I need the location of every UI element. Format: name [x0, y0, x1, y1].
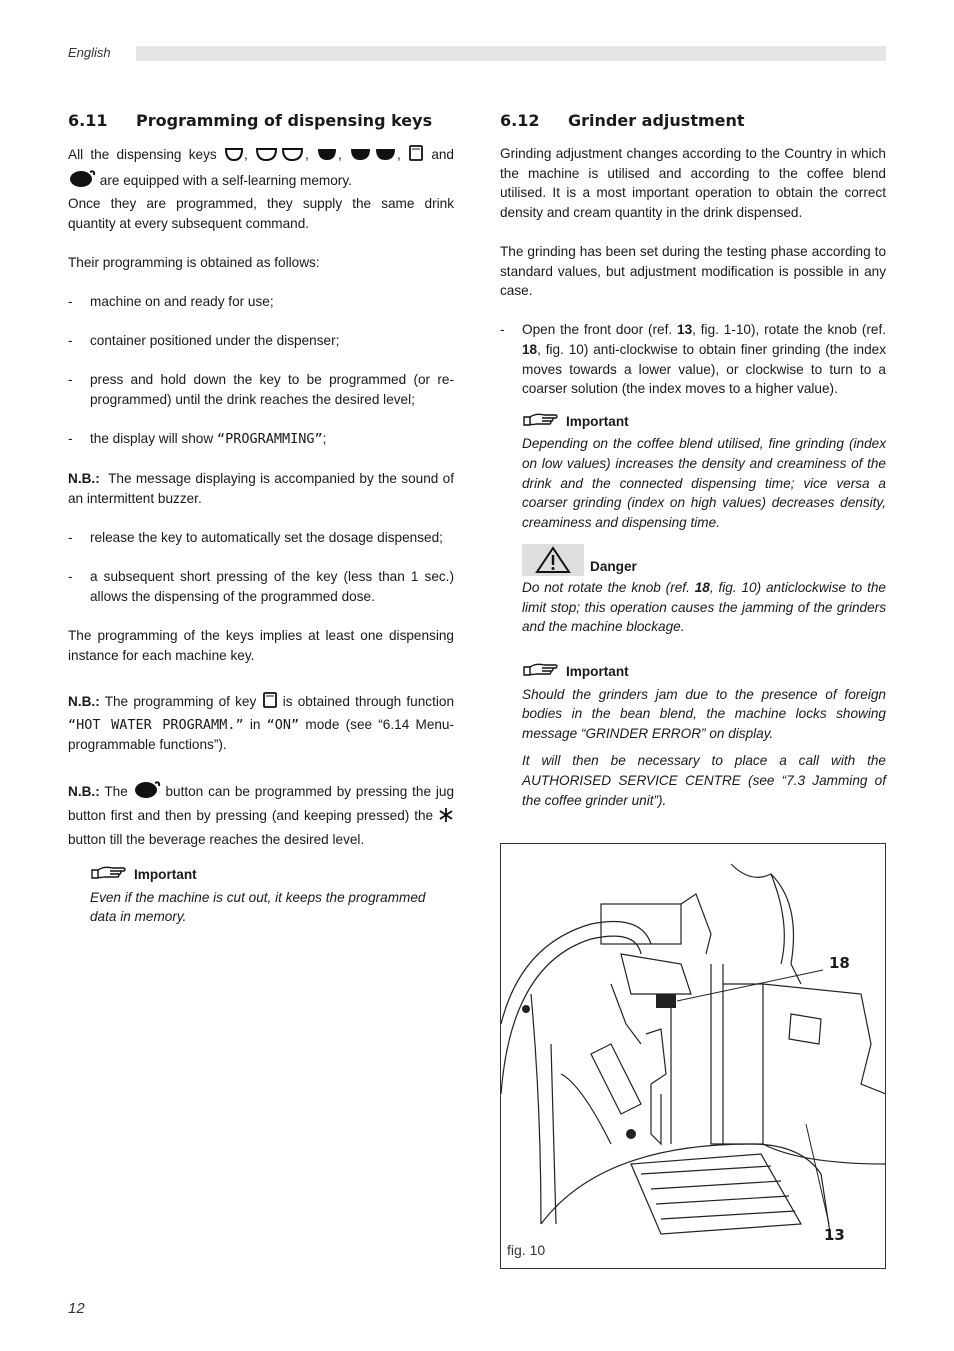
list-item — [68, 331, 454, 351]
important-note — [90, 864, 454, 927]
list-item — [68, 567, 454, 606]
intro-text-a: All the dispensing keys — [68, 147, 217, 162]
list-dash: - — [68, 333, 73, 349]
nb-note-jug — [68, 779, 454, 850]
callout-18: 18 — [829, 954, 850, 972]
single-cup-icon — [224, 146, 244, 168]
important-text: Even if the machine is cut out, it keeps the programmed data in memory. — [90, 889, 426, 925]
section-title: Programming of dispensing keys — [136, 111, 433, 130]
ref-number: 18 — [694, 580, 710, 596]
hot-water-icon — [408, 144, 424, 168]
mode-code: “ON” — [266, 716, 300, 733]
header-bar — [136, 46, 886, 61]
important-text: Should the grinders jam due to the presence of foreign bodies in the bean blend, the machine locks showing message “GRINDER ERROR” on display. — [522, 686, 886, 741]
nb-note-hot-water — [68, 691, 454, 755]
jug-icon — [68, 168, 96, 194]
header-language: English — [68, 45, 111, 60]
ref-number: 18 — [522, 341, 538, 357]
jug-icon — [133, 779, 161, 805]
nb-text: button can be programmed by pressing the jug button first and then by pressing (and keeping pressed) the — [68, 784, 455, 824]
danger-text — [522, 578, 886, 637]
pointing-hand-icon — [90, 864, 128, 886]
list-dash: - — [68, 569, 73, 585]
keys-implies: The programming of the keys implies at least one dispensing instance for each machine key. — [68, 628, 454, 663]
pointing-hand-icon — [522, 661, 560, 683]
section-6-11 — [68, 110, 454, 927]
comma: , — [397, 147, 401, 162]
important-text: It will then be necessary to place a call with the AUTHORISED SERVICE CENTRE (see “7.3 Jamming of the coffee grinder unit”). — [522, 753, 886, 808]
list-item — [68, 292, 454, 312]
list-item-text: press and hold down the key to be programmed (or re-programmed) until the drink reaches the desired level; — [90, 372, 454, 407]
list-item-text: , fig. 10) anti-clockwise to obtain finer grinding (the index moves towards a lower value), or clockwise to turn to a coarser solution (the index moves to a higher value). — [522, 341, 886, 397]
paragraph: Grinding adjustment changes according to the Country in which the machine is utilised and according to the coffee blend utilised. It is a most important operation to obtain the correct density and cream quantity in the drink dispensed. — [500, 146, 886, 220]
important-note — [522, 661, 886, 810]
list-item-text: a subsequent short pressing of the key (less than 1 sec.) allows the dispensing of the programmed dose. — [90, 569, 454, 604]
nb-text: in — [249, 716, 261, 732]
list-dash: - — [68, 431, 73, 447]
nb-text: The — [104, 784, 128, 800]
comma: , — [304, 147, 309, 162]
comma: , — [338, 147, 342, 162]
list-item — [68, 528, 454, 548]
list-dash: - — [68, 293, 73, 309]
nb-text: The message displaying is accompanied by the sound of an intermittent buzzer. — [68, 471, 454, 506]
section-number: 6.12 — [500, 111, 540, 130]
nb-label: N.B.: — [68, 694, 100, 710]
nb-label: N.B.: — [68, 784, 100, 800]
programming-obtained: Their programming is obtained as follows: — [68, 254, 320, 270]
danger-label: Danger — [590, 558, 637, 574]
figure-caption: fig. 10 — [507, 1242, 546, 1258]
nb-text: mode (see “6.14 Menu-programmable functions”). — [68, 716, 455, 753]
list-dash: - — [68, 530, 73, 546]
intro-text-c: Once they are programmed, they supply the same drink quantity at every subsequent command. — [68, 196, 454, 231]
section-heading — [500, 110, 886, 132]
nb-label: N.B.: — [68, 471, 100, 487]
important-note — [522, 411, 886, 533]
machine-illustration — [501, 844, 886, 1269]
nb-note-buzzer — [68, 469, 454, 508]
warning-triangle-icon — [522, 544, 584, 576]
intro-text-b: are equipped with a self-learning memory. — [99, 173, 352, 188]
figure-10 — [500, 843, 886, 1269]
ref-number: 13 — [677, 322, 693, 338]
section-title: Grinder adjustment — [568, 111, 745, 130]
hot-water-icon — [262, 691, 278, 715]
list-item-text: release the key to automatically set the dosage dispensed; — [90, 530, 443, 546]
important-text: Depending on the coffee blend utilised, fine grinding (index on low values) increases the density and creaminess of the drink and the connected dispensing time; vice versa a coarser grinding (index on high values) decreases density, creaminess and dispensing time. — [522, 436, 886, 530]
list-dash: - — [68, 372, 73, 388]
nb-text: The programming of key — [104, 694, 257, 710]
single-coffee-icon — [316, 146, 338, 168]
list-item — [68, 429, 454, 450]
list-item-text: , fig. 1-10), rotate the knob (ref. — [692, 322, 886, 338]
callout-13: 13 — [824, 1226, 845, 1244]
double-cup-icon — [255, 146, 305, 168]
section-heading — [68, 110, 454, 132]
danger-text-b: , fig. 10) anticlockwise to the limit stop; this operation causes the jamming of the grinders and the machine blockage. — [522, 580, 886, 635]
list-item — [68, 370, 454, 409]
intro-paragraph — [68, 144, 454, 194]
pointing-hand-icon — [522, 411, 560, 433]
important-label: Important — [566, 413, 629, 429]
danger-text-a: Do not rotate the knob (ref. — [522, 580, 690, 596]
paragraph: The grinding has been set during the testing phase according to standard values, but adjustment modification is possible in any case. — [500, 243, 886, 299]
page-number: 12 — [68, 1300, 85, 1317]
important-label: Important — [134, 867, 197, 883]
list-item-text: container positioned under the dispenser; — [90, 333, 340, 349]
list-item-text: Open the front door (ref. — [522, 322, 673, 338]
list-item — [500, 320, 886, 398]
list-item-text: machine on and ready for use; — [90, 293, 274, 309]
list-item-text: the display will show — [90, 431, 214, 447]
nb-text: button till the beverage reaches the desired level. — [68, 832, 365, 848]
danger-note — [522, 544, 886, 637]
double-coffee-icon — [349, 146, 397, 168]
list-item-text-end: ; — [322, 431, 327, 447]
and-text: and — [431, 147, 454, 162]
comma: , — [243, 147, 248, 162]
section-number: 6.11 — [68, 111, 108, 130]
list-dash: - — [500, 322, 505, 338]
display-message-code: “PROGRAMMING” — [216, 431, 323, 448]
section-6-12 — [500, 110, 886, 810]
important-label: Important — [566, 664, 629, 680]
asterisk-icon — [438, 807, 454, 829]
nb-text: is obtained through function — [282, 694, 455, 710]
function-code: “HOT WATER PROGRAMM.” — [68, 716, 244, 733]
